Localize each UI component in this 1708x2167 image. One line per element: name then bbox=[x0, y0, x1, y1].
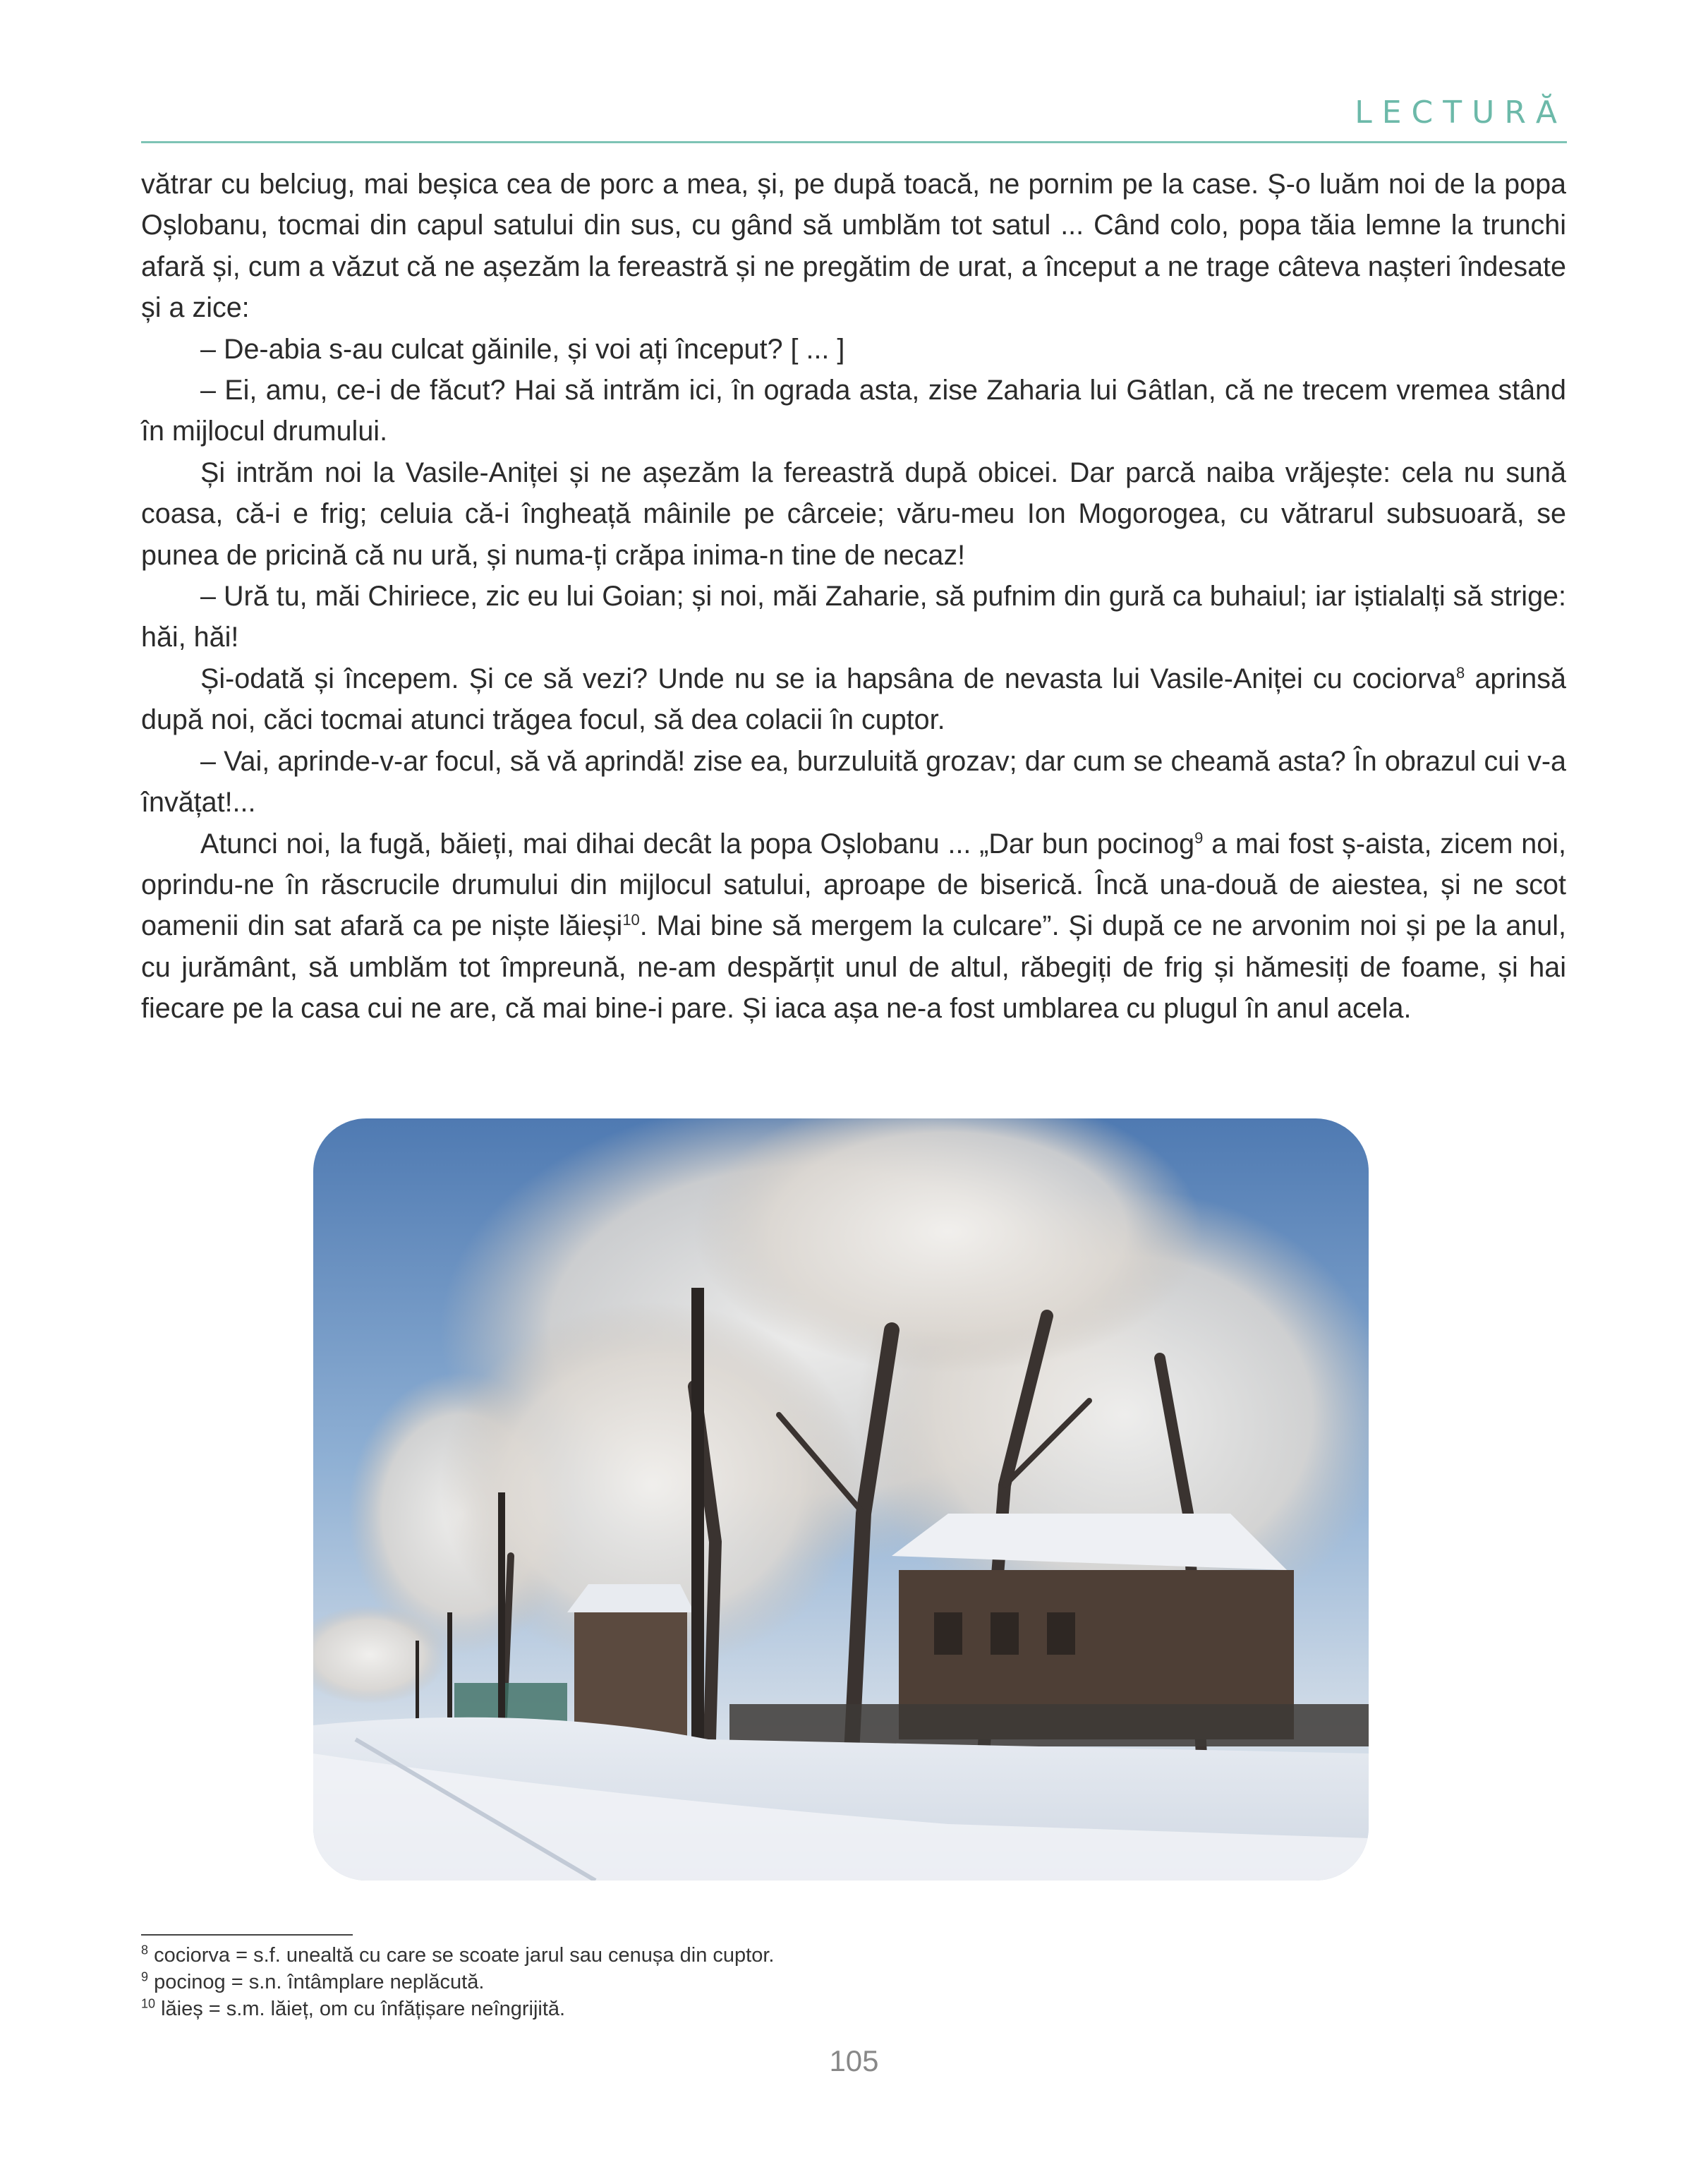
paragraph-8-part-c: . Mai bine să mergem la culcare”. Și după ce ne arvonim noi și pe la anul, cu jurământ, să umblăm tot împreună, ne-am despărțit unul de altul, răbegiți de frig și hămesiți de foame, și hai fiecare pe la casa cui ne are, că mai bine-i pare. Și iaca așa ne-a fost umblarea cu plugul în anul acela. bbox=[141, 910, 1567, 1025]
paragraph-3: – Ei, amu, ce-i de făcut? Hai să intrăm ici, în ograda asta, zise Zaharia lui Gâtlan, că ne trecem vremea stând în mijlocul drumului. bbox=[141, 375, 1566, 447]
paragraph-4: Și intrăm noi la Vasile-Aniței și ne așezăm la fereastră după obicei. Dar parcă naiba vrăjește: cela nu sună coasa, că-i e frig; celuia că-i îngheață mâinile pe cârceie; văru-meu Ion Mogorogea, cu vătrarul subsuoară, se punea de pricină că nu ură, și numa-ți crăpa inima-n tine de necaz! bbox=[141, 457, 1566, 571]
paragraph-6 bbox=[141, 658, 1566, 741]
footnote-10-number: 10 bbox=[141, 1996, 156, 2011]
paragraph-8-part-b: a mai fost ș-aista, zicem noi, oprindu-ne în răscrucile drumului din mijlocul satului, aproape de biserică. Încă una-două de aiestea, și ne scot oamenii din sat afară ca pe niște lăieși bbox=[141, 828, 1566, 942]
paragraph-8-part-a: Atunci noi, la fugă, băieți, mai dihai decât la popa Oșlobanu ... „Dar bun pocinog bbox=[200, 828, 1195, 859]
footnote-8-number: 8 bbox=[141, 1943, 149, 1957]
footnote-9-number: 9 bbox=[141, 1969, 149, 1984]
story-text bbox=[141, 164, 1566, 1030]
footnote-ref-9[interactable]: 9 bbox=[1194, 828, 1204, 847]
footnotes bbox=[141, 1942, 1129, 2022]
paragraph-5: – Ură tu, măi Chiriece, zic eu lui Goian; și noi, măi Zaharie, să pufnim din gură ca buhaiul; iar iștialalți să strige: hăi, hăi! bbox=[141, 581, 1566, 653]
footnote-ref-10[interactable]: 10 bbox=[622, 911, 640, 929]
paragraph-2: – De-abia s-au culcat găinile, și voi ați început? [ ... ] bbox=[200, 333, 845, 365]
footnote-10 bbox=[141, 1996, 1129, 2022]
paragraph-1: vătrar cu belciug, mai beșica cea de porc a mea, și, pe după toacă, ne pornim pe la case. Ș-o luăm noi de la popa Oșlobanu, tocmai din capul satului din sus, cu gând să umblăm tot satul ... Când colo, popa tăia lemne la trunchi afară și, cum a văzut că ne așezăm la fereastră și ne pregătim de urat, a început a ne trage câteva nașteri îndesate și a zice: bbox=[141, 169, 1566, 324]
paragraph-6-part-a: Și-odată și începem. Și ce să vezi? Unde nu se ia hapsâna de nevasta lui Vasile-Aniței cu cociorva bbox=[200, 663, 1456, 694]
winter-village-illustration bbox=[313, 1118, 1369, 1881]
footnote-8 bbox=[141, 1942, 1129, 1969]
footnote-9-text: pocinog = s.n. întâmplare neplăcută. bbox=[148, 1971, 485, 1993]
page-number: 105 bbox=[829, 2044, 879, 2077]
paragraph-8 bbox=[141, 823, 1566, 1030]
footnote-9 bbox=[141, 1969, 1129, 1996]
footnote-10-text: lăieș = s.m. lăieț, om cu înfățișare neîngrijită. bbox=[155, 1998, 566, 2020]
section-title: LECTURĂ bbox=[1355, 95, 1567, 131]
footnote-8-text: cociorva = s.f. unealtă cu care se scoate jarul sau cenușa din cuptor. bbox=[148, 1944, 775, 1967]
footnote-divider bbox=[141, 1934, 353, 1936]
winter-village-photo bbox=[313, 1118, 1369, 1881]
footnote-ref-8[interactable]: 8 bbox=[1455, 663, 1465, 682]
paragraph-6-part-b: aprinsă după noi, căci tocmai atunci trăgea focul, să dea colacii în cuptor. bbox=[141, 663, 1566, 736]
page-header bbox=[141, 92, 1567, 143]
paragraph-7: – Vai, aprinde-v-ar focul, să vă aprindă! zise ea, burzuluită grozav; dar cum se cheamă asta? În obrazul cui v-a învățat!... bbox=[141, 745, 1566, 819]
